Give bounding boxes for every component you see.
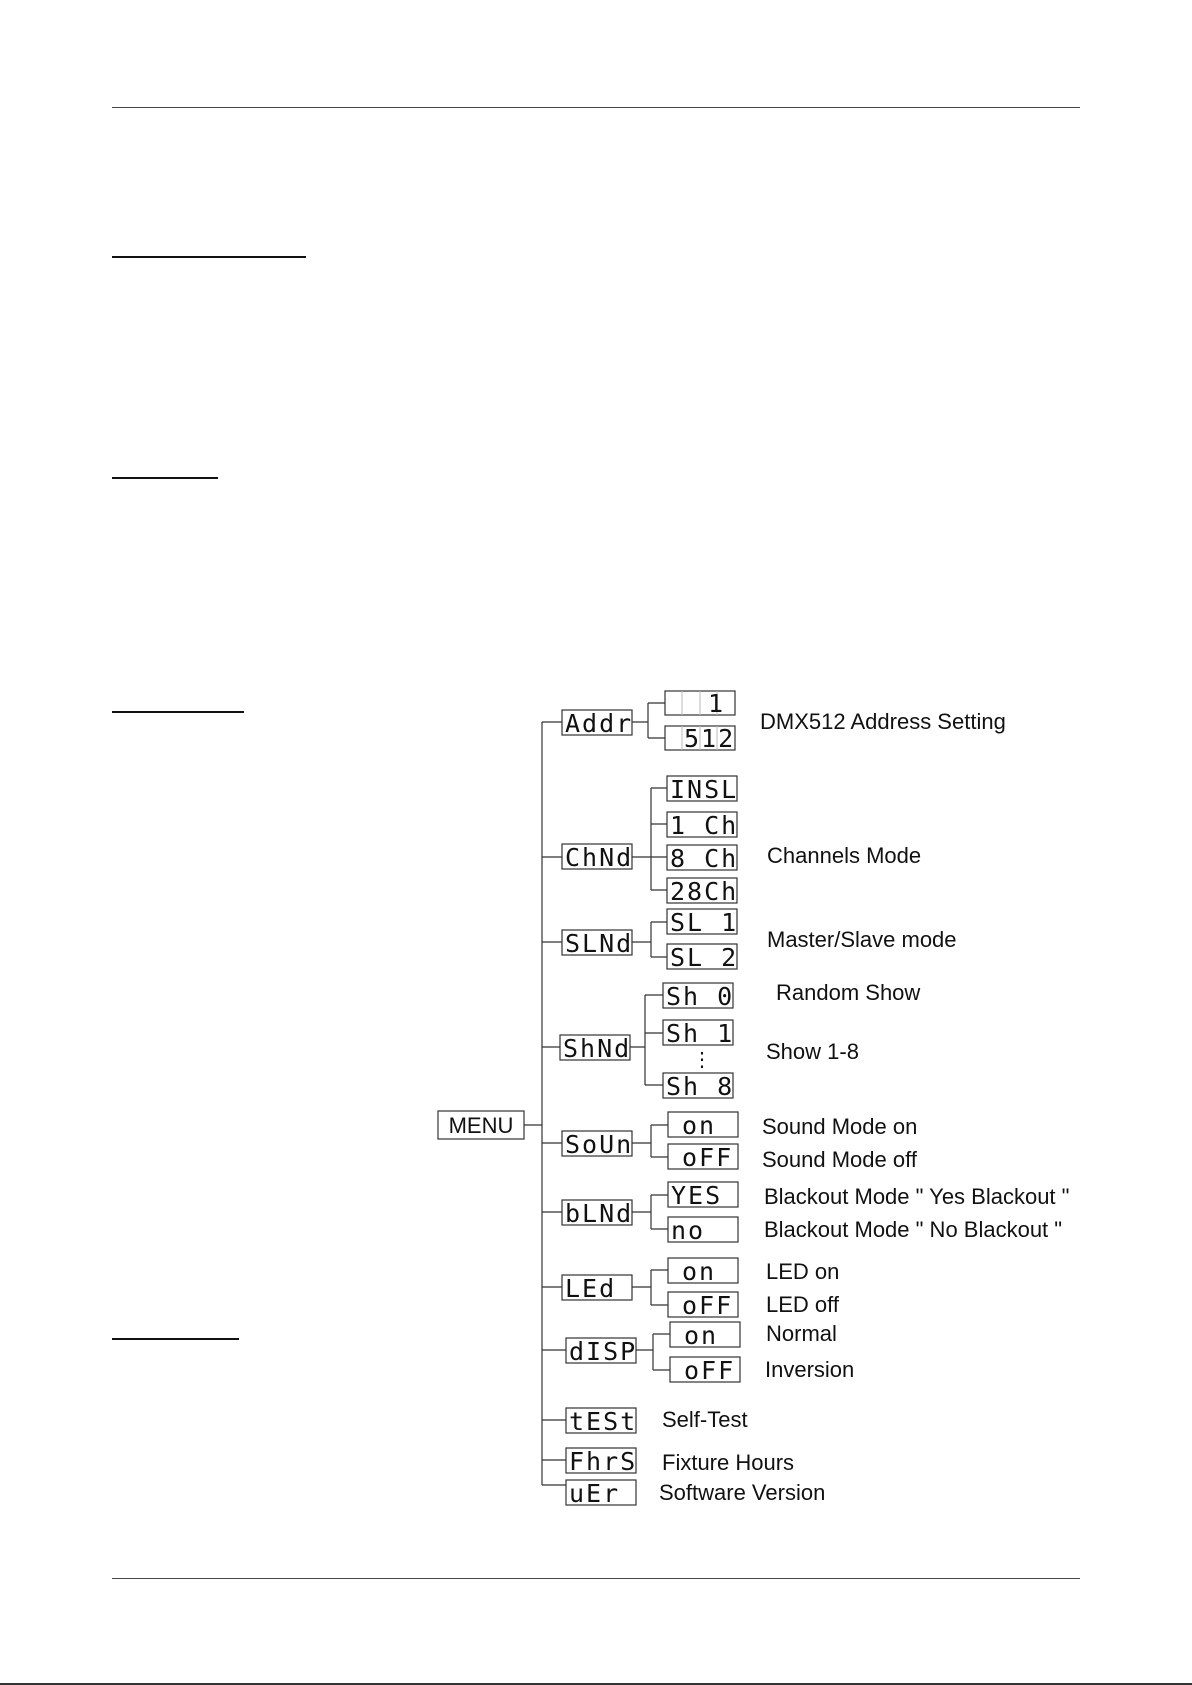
- menu-item-fhrs: [542, 1447, 794, 1476]
- desc-led-2: LED off: [766, 1292, 839, 1317]
- menu-item-soun: [542, 1111, 918, 1172]
- desc-addr: DMX512 Address Setting: [760, 709, 1006, 734]
- menu-item-uer: [542, 1479, 825, 1508]
- lcd-option-shnd-1: Sh 0: [666, 982, 735, 1011]
- menu-item-slnd: [542, 908, 957, 972]
- menu-item-test: [542, 1407, 748, 1436]
- lcd-code-uer: uEr: [569, 1479, 621, 1508]
- lcd-option-blnd-2: no: [671, 1216, 706, 1245]
- lcd-option-shnd-2: Sh 1: [666, 1019, 735, 1048]
- lcd-option-blnd-1: YES: [671, 1181, 723, 1210]
- lcd-code-soun: SoUn: [565, 1130, 634, 1159]
- lcd-code-disp: dISP: [569, 1337, 638, 1366]
- desc-soun-2: Sound Mode off: [762, 1147, 917, 1172]
- lcd-code-addr: Addr: [565, 709, 634, 738]
- lcd-option-addr-1: 1: [708, 689, 726, 718]
- desc-blnd-2: Blackout Mode " No Blackout ": [764, 1217, 1063, 1242]
- desc-shnd-2: Show 1-8: [766, 1039, 859, 1064]
- lcd-option-chnd-1: INSL: [670, 775, 739, 804]
- lcd-code-test: tESt: [569, 1407, 638, 1436]
- lcd-code-shnd: ShNd: [563, 1034, 632, 1063]
- desc-fhrs: Fixture Hours: [662, 1450, 795, 1475]
- lcd-code-chnd: ChNd: [565, 843, 634, 872]
- desc-disp-1: Normal: [766, 1321, 837, 1346]
- lcd-option-chnd-2: 1 Ch: [670, 811, 739, 840]
- desc-soun-1: Sound Mode on: [762, 1114, 918, 1139]
- lcd-option-soun-2: oFF: [682, 1143, 734, 1172]
- menu-item-disp: [542, 1321, 854, 1385]
- lcd-option-chnd-4: 28Ch: [670, 877, 739, 906]
- desc-shnd-1: Random Show: [776, 980, 921, 1005]
- desc-led-1: LED on: [766, 1259, 840, 1284]
- lcd-option-slnd-1: SL 1: [670, 908, 739, 937]
- footer-rule: [112, 1578, 1080, 1579]
- lcd-option-soun-1: on: [682, 1111, 717, 1140]
- lcd-option-disp-1: on: [684, 1321, 719, 1350]
- desc-chnd: Channels Mode: [767, 843, 922, 868]
- lcd-option-led-2: oFF: [682, 1291, 734, 1320]
- menu-item-led: [542, 1257, 840, 1320]
- lcd-option-chnd-3: 8 Ch: [670, 844, 739, 873]
- lcd-code-slnd: SLNd: [565, 929, 634, 958]
- desc-test: Self-Test: [662, 1407, 748, 1432]
- desc-slnd: Master/Slave mode: [767, 927, 957, 952]
- menu-label: MENU: [448, 1113, 514, 1138]
- ellipsis-shnd: ⋮: [692, 1047, 714, 1071]
- desc-blnd-1: Blackout Mode " Yes Blackout ": [764, 1184, 1070, 1209]
- lcd-option-disp-2: oFF: [684, 1356, 736, 1385]
- lcd-code-fhrs: FhrS: [569, 1447, 638, 1476]
- menu-root: [438, 1111, 524, 1139]
- menu-item-addr: [542, 689, 1006, 753]
- lcd-option-slnd-2: SL 2: [670, 943, 739, 972]
- menu-item-chnd: [542, 775, 921, 906]
- lcd-code-blnd: bLNd: [565, 1199, 634, 1228]
- menu-item-shnd: [542, 980, 920, 1101]
- lcd-option-shnd-3: Sh 8: [666, 1072, 735, 1101]
- menu-item-blnd: [542, 1181, 1069, 1245]
- desc-uer: Software Version: [659, 1480, 826, 1505]
- desc-disp-2: Inversion: [765, 1357, 855, 1382]
- lcd-option-led-1: on: [682, 1257, 717, 1286]
- lcd-code-led: LEd: [565, 1274, 617, 1303]
- lcd-option-addr-2: 512: [684, 724, 736, 753]
